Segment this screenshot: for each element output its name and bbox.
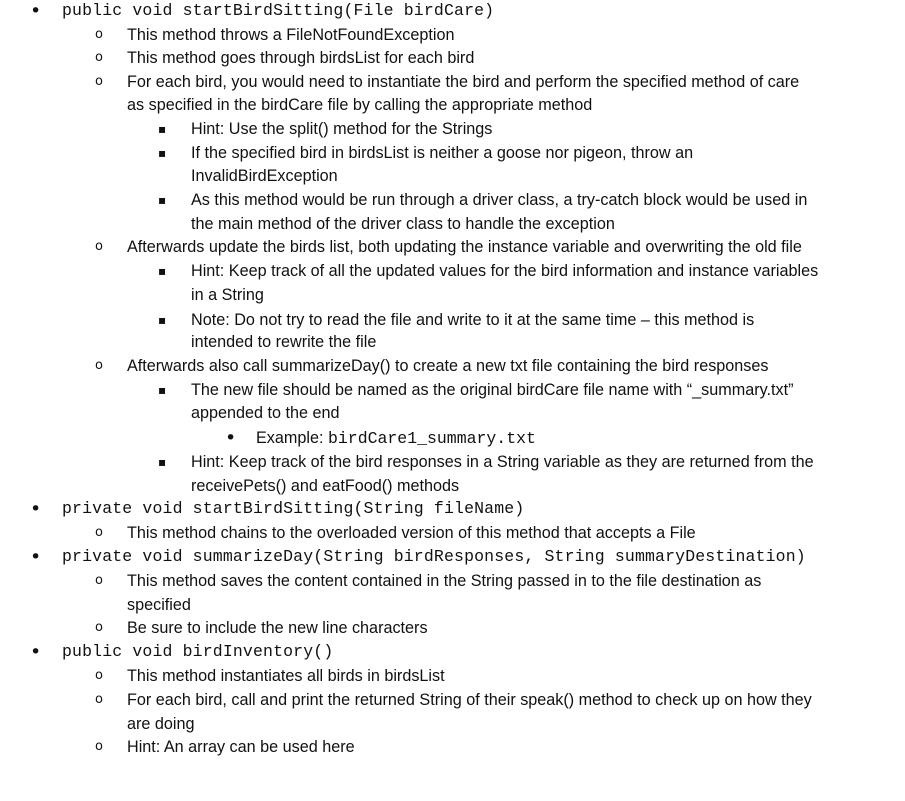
list-item-text: the main method of the driver class to handle the exception [191, 215, 615, 233]
method-heading [0, 641, 905, 663]
method-heading [0, 0, 905, 22]
bullet-circle: o [95, 525, 103, 540]
bullet-square: ▪ [158, 455, 167, 469]
list-item-text: Hint: Use the split() method for the Strings [191, 120, 493, 138]
method-signature: private void summarizeDay(String birdResponses, String summaryDestination) [62, 547, 806, 566]
list-item-text: Be sure to include the new line characters [127, 619, 428, 637]
method-signature: public void startBirdSitting(File birdCare) [62, 1, 495, 20]
bullet-square: ▪ [158, 264, 167, 278]
list-item-continuation [0, 94, 905, 116]
list-item-text: in a String [191, 286, 264, 304]
list-item [0, 570, 905, 592]
bullet-square: ▪ [158, 383, 167, 397]
list-item [0, 427, 905, 449]
list-item-text: This method instantiates all birds in birdsList [127, 667, 445, 685]
list-item-continuation [0, 213, 905, 235]
list-item-text: For each bird, call and print the returned String of their speak() method to check up on how they [127, 691, 812, 709]
list-item-text: specified [127, 596, 191, 614]
list-item-text: InvalidBirdException [191, 167, 338, 185]
list-item-text: Note: Do not try to read the file and write to it at the same time – this method is [191, 311, 755, 329]
bullet-disc: • [30, 498, 42, 520]
list-item [0, 118, 905, 140]
list-item-text: Hint: Keep track of the bird responses in a String variable as they are returned from the [191, 453, 814, 471]
example-label: Example: [256, 429, 328, 447]
list-item [0, 189, 905, 211]
list-item-text: Hint: Keep track of all the updated values for the bird information and instance variables [191, 262, 819, 280]
method-heading [0, 546, 905, 568]
list-item-text: intended to rewrite the file [191, 333, 377, 351]
bullet-circle: o [95, 74, 103, 89]
list-item [0, 47, 905, 69]
list-item-text: receivePets() and eatFood() methods [191, 477, 460, 495]
list-item-continuation [0, 165, 905, 187]
bullet-circle: o [95, 358, 103, 373]
bullet-circle: o [95, 239, 103, 254]
list-item-text: For each bird, you would need to instantiate the bird and perform the specified method of care [127, 73, 800, 91]
list-item [0, 309, 905, 331]
list-item [0, 71, 905, 93]
list-item [0, 236, 905, 258]
bullet-square: ▪ [158, 193, 167, 207]
list-item [0, 617, 905, 639]
bullet-square: ▪ [158, 122, 167, 136]
bullet-disc: • [30, 0, 42, 22]
list-item-text: If the specified bird in birdsList is neither a goose nor pigeon, throw an [191, 144, 694, 162]
list-item-continuation [0, 331, 905, 353]
bullet-circle: o [95, 50, 103, 65]
list-item [0, 736, 905, 758]
list-item-text: This method goes through birdsList for each bird [127, 49, 475, 67]
bullet-disc: • [30, 641, 42, 663]
list-item-continuation [0, 713, 905, 735]
list-item-text: are doing [127, 715, 195, 733]
bullet-circle: o [95, 668, 103, 683]
bullet-square: ▪ [158, 146, 167, 160]
list-item-text: as specified in the birdCare file by calling the appropriate method [127, 96, 593, 114]
list-item-text: Afterwards update the birds list, both updating the instance variable and overwriting the old file [127, 238, 802, 256]
list-item-text: This method saves the content contained in the String passed in to the file destination as [127, 572, 762, 590]
list-item-text: This method chains to the overloaded version of this method that accepts a File [127, 524, 696, 542]
bullet-disc: • [30, 546, 42, 568]
list-item-continuation [0, 594, 905, 616]
bullet-circle: o [95, 27, 103, 42]
list-item-text: appended to the end [191, 404, 340, 422]
bullet-circle: o [95, 739, 103, 754]
list-item [0, 24, 905, 46]
list-item-text [256, 427, 536, 450]
list-item [0, 451, 905, 473]
list-item [0, 355, 905, 377]
list-item [0, 379, 905, 401]
list-item [0, 142, 905, 164]
list-item-text: The new file should be named as the original birdCare file name with “_summary.txt” [191, 381, 794, 399]
list-item-continuation [0, 475, 905, 497]
list-item-continuation [0, 402, 905, 424]
bullet-circle: o [95, 573, 103, 588]
list-item-text: As this method would be run through a driver class, a try-catch block would be used in [191, 191, 808, 209]
bullet-circle: o [95, 620, 103, 635]
list-item-text: Afterwards also call summarizeDay() to create a new txt file containing the bird responses [127, 357, 769, 375]
bullet-disc: • [225, 427, 237, 449]
list-item [0, 260, 905, 282]
list-item-text: This method throws a FileNotFoundException [127, 26, 455, 44]
method-heading [0, 498, 905, 520]
list-item-text: Hint: An array can be used here [127, 738, 355, 756]
example-filename: birdCare1_summary.txt [327, 429, 536, 448]
method-signature: private void startBirdSitting(String fileName) [62, 499, 525, 518]
list-item [0, 689, 905, 711]
list-item [0, 665, 905, 687]
bullet-square: ▪ [158, 313, 167, 327]
list-item-continuation [0, 284, 905, 306]
bullet-circle: o [95, 692, 103, 707]
method-signature: public void birdInventory() [62, 642, 334, 661]
list-item [0, 522, 905, 544]
